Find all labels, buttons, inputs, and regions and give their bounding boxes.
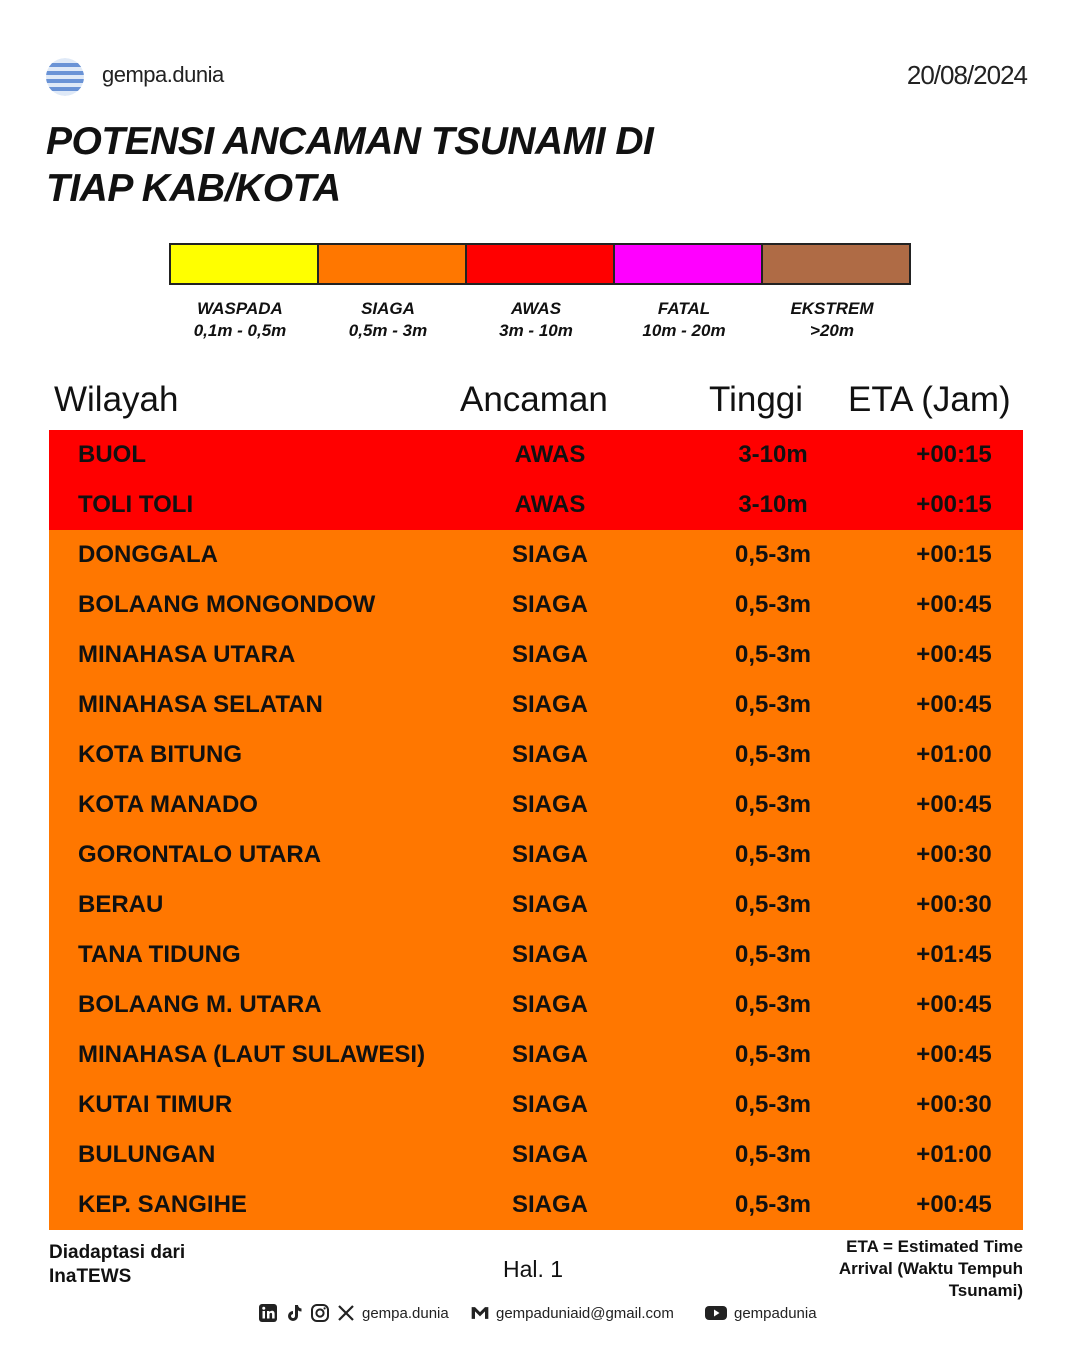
legend-swatch-siaga [319, 245, 467, 283]
cell-ancaman: SIAGA [511, 691, 588, 718]
cell-tinggi: 0,5-3m [734, 1141, 812, 1168]
legend-level-range: 0,1m - 0,5m [193, 321, 287, 340]
mail-icon [470, 1303, 490, 1323]
linkedin-icon[interactable] [258, 1303, 278, 1323]
cell-tinggi: 3-10m [738, 441, 808, 468]
cell-wilayah: BOLAANG MONGONDOW [78, 591, 376, 618]
social-bar [0, 1303, 1080, 1327]
table-row [49, 780, 1023, 830]
cell-wilayah: BUOL [78, 441, 146, 468]
threat-table [49, 430, 1023, 1230]
cell-tinggi: 0,5-3m [734, 1191, 812, 1218]
cell-tinggi: 0,5-3m [734, 1091, 812, 1118]
legend-level-name: SIAGA [361, 299, 415, 318]
email-group [470, 1303, 674, 1323]
table-row [49, 1180, 1023, 1230]
legend-level-name: EKSTREM [790, 299, 874, 318]
title-line-1: POTENSI ANCAMAN TSUNAMI DI [46, 120, 654, 163]
tiktok-icon[interactable] [284, 1303, 304, 1323]
legend-level-name: FATAL [657, 299, 711, 318]
legend-label-siaga [314, 298, 462, 342]
cell-eta: +00:45 [916, 791, 992, 818]
cell-wilayah: TANA TIDUNG [78, 941, 241, 968]
cell-wilayah: DONGGALA [78, 541, 218, 568]
cell-ancaman: SIAGA [511, 1141, 588, 1168]
cell-tinggi: 0,5-3m [734, 741, 812, 768]
legend-label-awas [462, 298, 610, 342]
cell-ancaman: SIAGA [511, 941, 588, 968]
brand-logo [46, 58, 84, 96]
legend-swatch-awas [467, 245, 615, 283]
page-number: Hal. 1 [503, 1256, 564, 1282]
cell-wilayah: TOLI TOLI [78, 491, 194, 518]
eta-note-line-2: Arrival (Waktu Tempuh [838, 1259, 1023, 1278]
legend-swatch-fatal [615, 245, 763, 283]
cell-wilayah: MINAHASA SELATAN [78, 691, 323, 718]
header-ancaman: Ancaman [460, 380, 608, 419]
cell-tinggi: 0,5-3m [734, 791, 812, 818]
table-row [49, 630, 1023, 680]
cell-ancaman: AWAS [514, 491, 586, 518]
cell-ancaman: SIAGA [511, 591, 588, 618]
cell-tinggi: 0,5-3m [734, 1041, 812, 1068]
table-row [49, 730, 1023, 780]
cell-eta: +00:45 [916, 641, 992, 668]
table-row [49, 530, 1023, 580]
legend-level-range: 3m - 10m [499, 321, 573, 340]
legend-color-bar [169, 243, 911, 285]
legend-level-name: AWAS [510, 299, 562, 318]
header-tinggi: Tinggi [709, 380, 804, 419]
cell-wilayah: BERAU [78, 891, 164, 918]
cell-eta: +00:15 [916, 491, 992, 518]
eta-note-line-3: Tsunami) [948, 1281, 1023, 1300]
eta-note [783, 1236, 1023, 1302]
cell-ancaman: SIAGA [511, 791, 588, 818]
cell-ancaman: SIAGA [511, 1091, 588, 1118]
table-row [49, 680, 1023, 730]
cell-eta: +01:45 [916, 941, 992, 968]
table-row [49, 930, 1023, 980]
table-row [49, 980, 1023, 1030]
source-line-2: InaTEWS [49, 1266, 132, 1287]
cell-eta: +01:00 [916, 1141, 992, 1168]
cell-wilayah: BULUNGAN [78, 1141, 216, 1168]
header-wilayah: Wilayah [54, 380, 179, 419]
legend-level-name: WASPADA [197, 299, 283, 318]
table-row [49, 430, 1023, 480]
header-eta: ETA (Jam) [848, 380, 1011, 419]
cell-wilayah: KOTA MANADO [78, 791, 258, 818]
youtube-icon [704, 1303, 728, 1323]
cell-tinggi: 0,5-3m [734, 941, 812, 968]
social-handle-group [258, 1303, 449, 1323]
legend-level-range: 10m - 20m [642, 321, 726, 340]
table-row [49, 580, 1023, 630]
table-row [49, 1030, 1023, 1080]
cell-tinggi: 0,5-3m [734, 541, 812, 568]
legend-swatch-ekstrem [763, 245, 909, 283]
cell-wilayah: GORONTALO UTARA [78, 841, 322, 868]
social-handle[interactable]: gempa.dunia [362, 1304, 449, 1322]
cell-eta: +00:30 [916, 1091, 992, 1118]
table-row [49, 1080, 1023, 1130]
table-header [0, 380, 1080, 424]
x-icon[interactable] [336, 1303, 356, 1323]
cell-wilayah: KEP. SANGIHE [78, 1191, 247, 1218]
legend-swatch-waspada [171, 245, 319, 283]
cell-eta: +00:30 [916, 841, 992, 868]
cell-tinggi: 0,5-3m [734, 591, 812, 618]
youtube-group [704, 1303, 817, 1323]
post-date: 20/08/2024 [906, 60, 1027, 90]
cell-wilayah: MINAHASA (LAUT SULAWESI) [78, 1041, 426, 1068]
instagram-icon[interactable] [310, 1303, 330, 1323]
legend-level-range: 0,5m - 3m [348, 321, 428, 340]
cell-eta: +00:30 [916, 891, 992, 918]
youtube-channel[interactable]: gempadunia [734, 1304, 817, 1322]
cell-ancaman: SIAGA [511, 991, 588, 1018]
cell-ancaman: AWAS [514, 441, 586, 468]
cell-ancaman: SIAGA [511, 641, 588, 668]
cell-ancaman: SIAGA [511, 841, 588, 868]
cell-tinggi: 0,5-3m [734, 691, 812, 718]
cell-tinggi: 0,5-3m [734, 641, 812, 668]
email-address[interactable]: gempaduniaid@gmail.com [496, 1304, 674, 1322]
cell-eta: +00:45 [916, 1191, 992, 1218]
cell-tinggi: 3-10m [738, 491, 808, 518]
cell-ancaman: SIAGA [511, 741, 588, 768]
cell-eta: +00:45 [916, 991, 992, 1018]
cell-eta: +00:45 [916, 1041, 992, 1068]
brand-name: gempa.dunia [102, 62, 224, 87]
cell-wilayah: KOTA BITUNG [78, 741, 242, 768]
cell-ancaman: SIAGA [511, 1191, 588, 1218]
cell-eta: +00:45 [916, 591, 992, 618]
table-row [49, 830, 1023, 880]
title-line-2: TIAP KAB/KOTA [46, 167, 341, 210]
cell-wilayah: KUTAI TIMUR [78, 1091, 233, 1118]
cell-ancaman: SIAGA [511, 1041, 588, 1068]
table-row [49, 880, 1023, 930]
legend-level-range: >20m [810, 321, 854, 340]
cell-eta: +00:45 [916, 691, 992, 718]
eta-note-line-1: ETA = Estimated Time [846, 1237, 1023, 1256]
cell-eta: +01:00 [916, 741, 992, 768]
cell-eta: +00:15 [916, 441, 992, 468]
source-note [49, 1241, 185, 1289]
cell-ancaman: SIAGA [511, 541, 588, 568]
source-line-1: Diadaptasi dari [49, 1242, 186, 1263]
legend-label-ekstrem [758, 298, 906, 342]
cell-wilayah: MINAHASA UTARA [78, 641, 296, 668]
cell-tinggi: 0,5-3m [734, 991, 812, 1018]
page-title [46, 118, 766, 212]
table-row [49, 480, 1023, 530]
legend-labels [166, 298, 906, 342]
cell-wilayah: BOLAANG M. UTARA [78, 991, 322, 1018]
cell-tinggi: 0,5-3m [734, 841, 812, 868]
table-row [49, 1130, 1023, 1180]
cell-eta: +00:15 [916, 541, 992, 568]
legend-label-waspada [166, 298, 314, 342]
cell-tinggi: 0,5-3m [734, 891, 812, 918]
cell-ancaman: SIAGA [511, 891, 588, 918]
legend-label-fatal [610, 298, 758, 342]
